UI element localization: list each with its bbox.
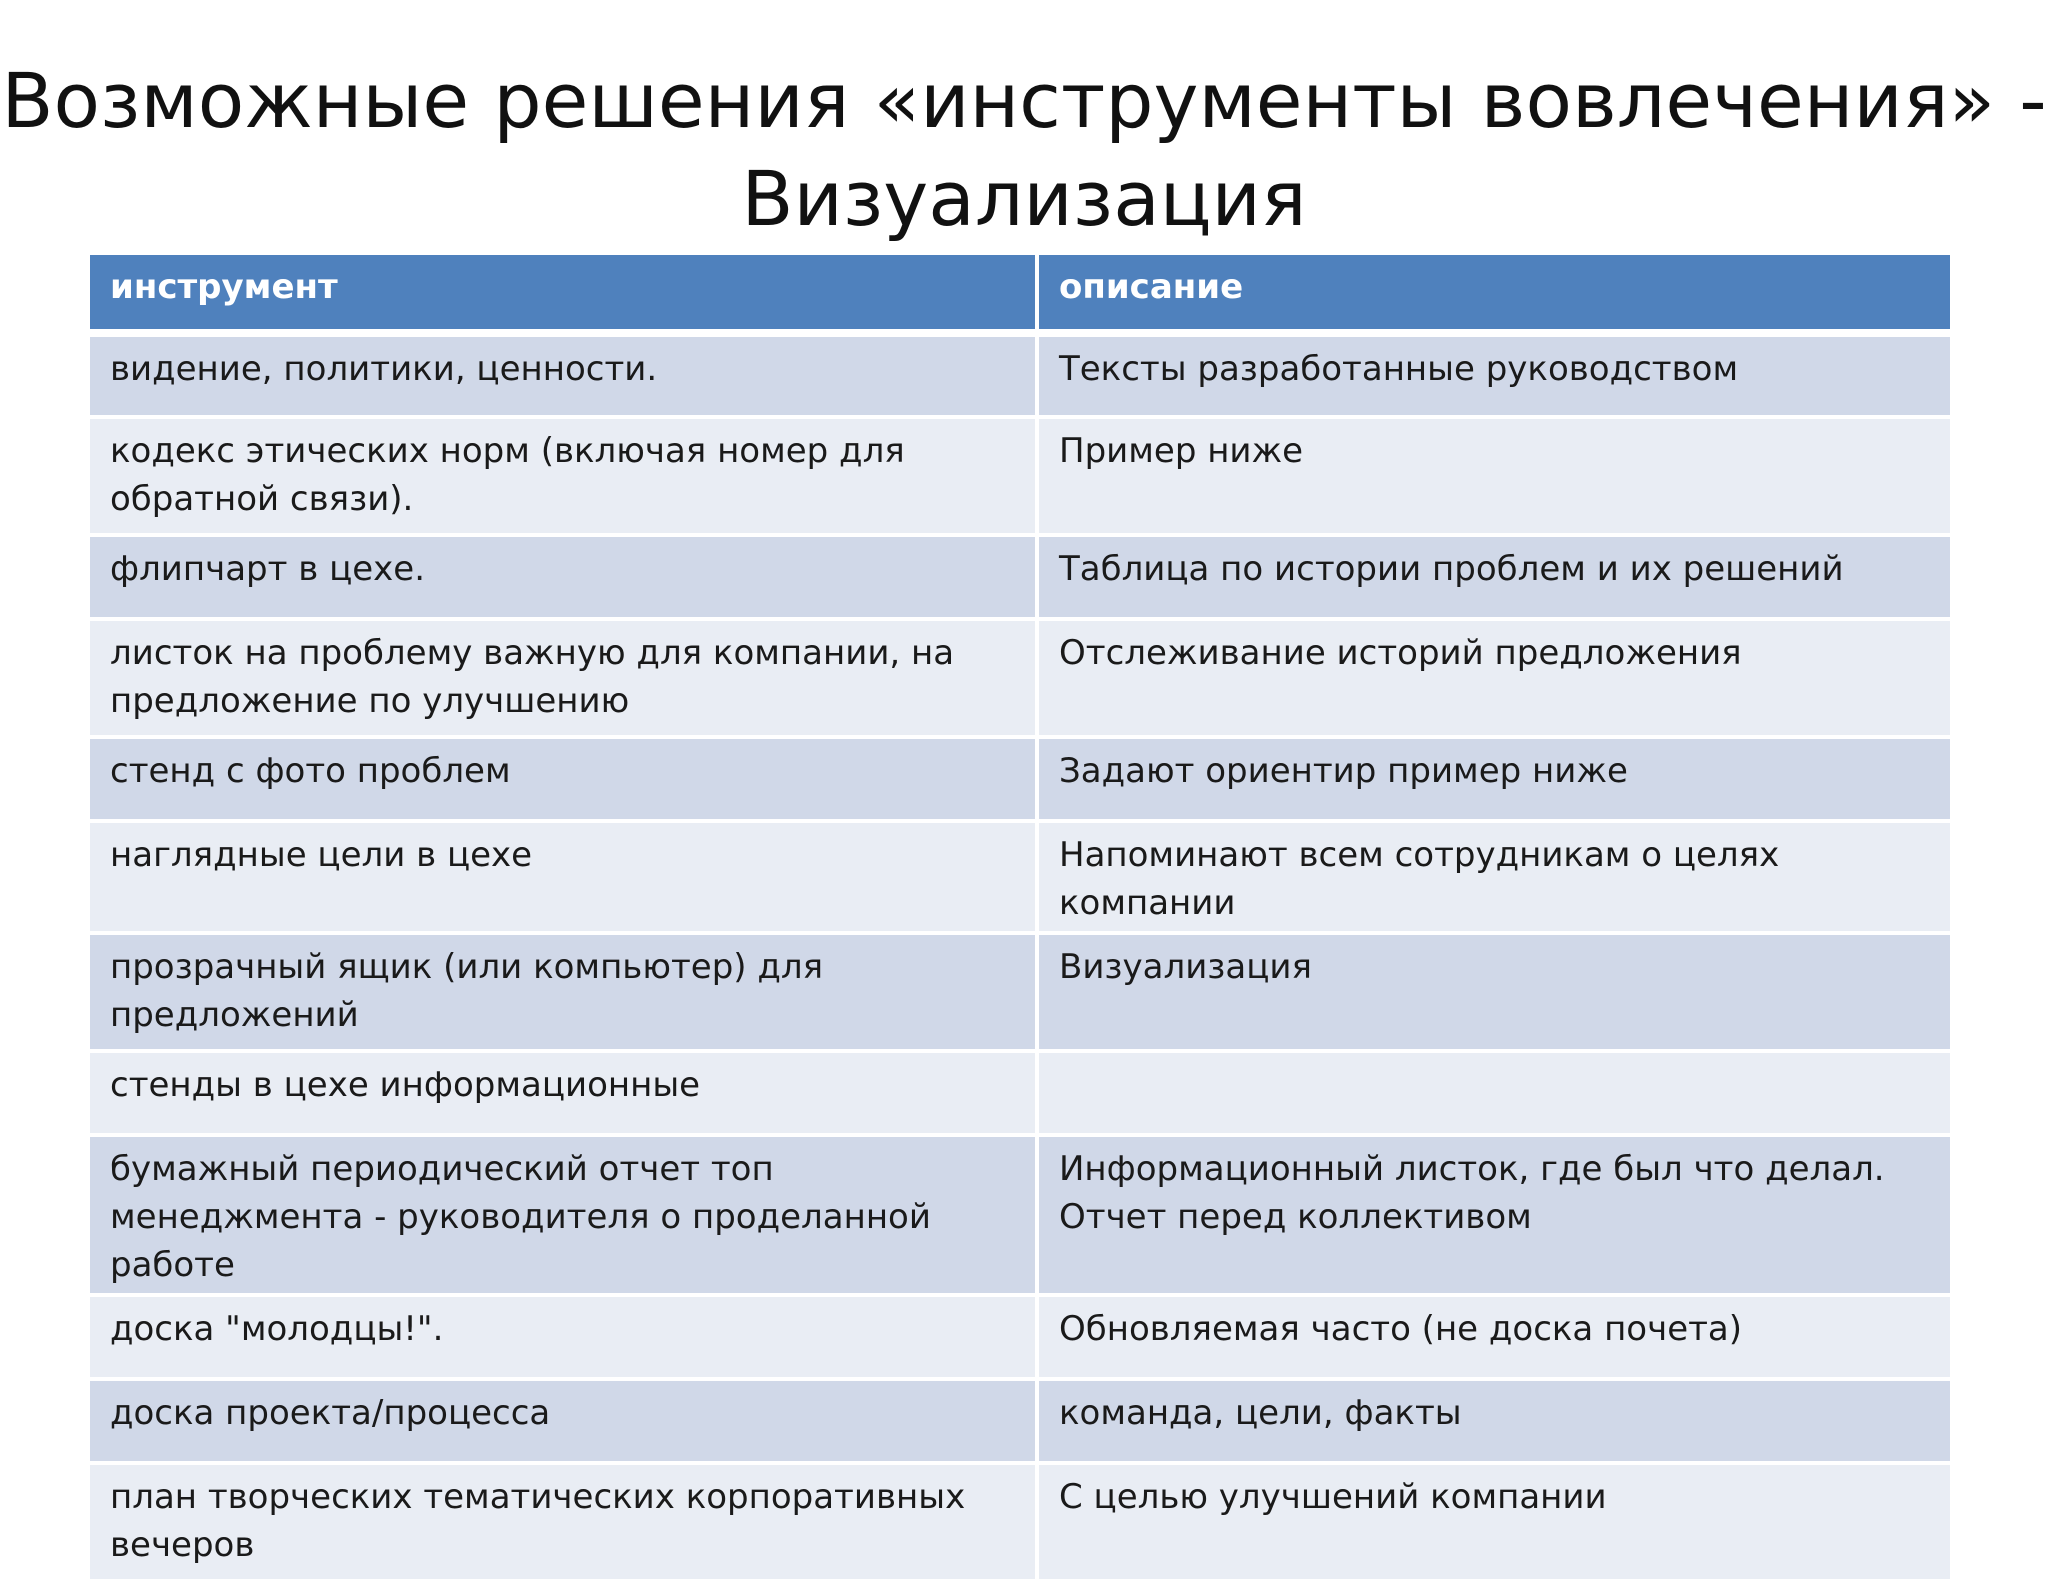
cell-tool: доска "молодцы!". xyxy=(90,1295,1037,1379)
cell-description: Визуализация xyxy=(1037,933,1950,1051)
header-tool: инструмент xyxy=(90,255,1037,333)
cell-tool: план творческих тематических корпоративных вечеров xyxy=(90,1463,1037,1581)
slide-title xyxy=(0,52,2048,248)
cell-tool: наглядные цели в цехе xyxy=(90,821,1037,933)
table-row xyxy=(90,1135,1950,1295)
cell-tool: листок на проблему важную для компании, на предложение по улучшению xyxy=(90,619,1037,737)
cell-description: Напоминают всем сотрудникам о целях компании xyxy=(1037,821,1950,933)
tools-table-container xyxy=(90,255,1950,1583)
cell-description: Отслеживание историй предложения xyxy=(1037,619,1950,737)
table-row xyxy=(90,417,1950,535)
table-row xyxy=(90,333,1950,417)
cell-tool: кодекс этических норм (включая номер для обратной связи). xyxy=(90,417,1037,535)
table-row xyxy=(90,1295,1950,1379)
table-row xyxy=(90,1051,1950,1135)
tools-table xyxy=(90,255,1950,1583)
cell-tool: бумажный периодический отчет топ менеджмента - руководителя о проделанной работе xyxy=(90,1135,1037,1295)
cell-tool: флипчарт в цехе. xyxy=(90,535,1037,619)
slide-title-line-2: Визуализация xyxy=(741,154,1307,243)
table-header-row xyxy=(90,255,1950,333)
cell-description: команда, цели, факты xyxy=(1037,1379,1950,1463)
slide-title-line-1: Возможные решения «инструменты вовлечения» - xyxy=(1,56,2047,145)
cell-description: С целью улучшений компании xyxy=(1037,1463,1950,1581)
cell-description xyxy=(1037,1051,1950,1135)
table-row xyxy=(90,933,1950,1051)
cell-tool: стенд с фото проблем xyxy=(90,737,1037,821)
header-description: описание xyxy=(1037,255,1950,333)
cell-description: Информационный листок, где был что делал. Отчет перед коллективом xyxy=(1037,1135,1950,1295)
table-row xyxy=(90,1379,1950,1463)
cell-tool: стенды в цехе информационные xyxy=(90,1051,1037,1135)
cell-description: Таблица по истории проблем и их решений xyxy=(1037,535,1950,619)
cell-tool: прозрачный ящик (или компьютер) для предложений xyxy=(90,933,1037,1051)
cell-description: Пример ниже xyxy=(1037,417,1950,535)
table-row xyxy=(90,737,1950,821)
table-row xyxy=(90,619,1950,737)
cell-description: Тексты разработанные руководством xyxy=(1037,333,1950,417)
cell-description: Задают ориентир пример ниже xyxy=(1037,737,1950,821)
table-row xyxy=(90,1463,1950,1581)
table-row xyxy=(90,821,1950,933)
table-row xyxy=(90,535,1950,619)
cell-tool: доска проекта/процесса xyxy=(90,1379,1037,1463)
cell-tool: видение, политики, ценности. xyxy=(90,333,1037,417)
cell-description: Обновляемая часто (не доска почета) xyxy=(1037,1295,1950,1379)
